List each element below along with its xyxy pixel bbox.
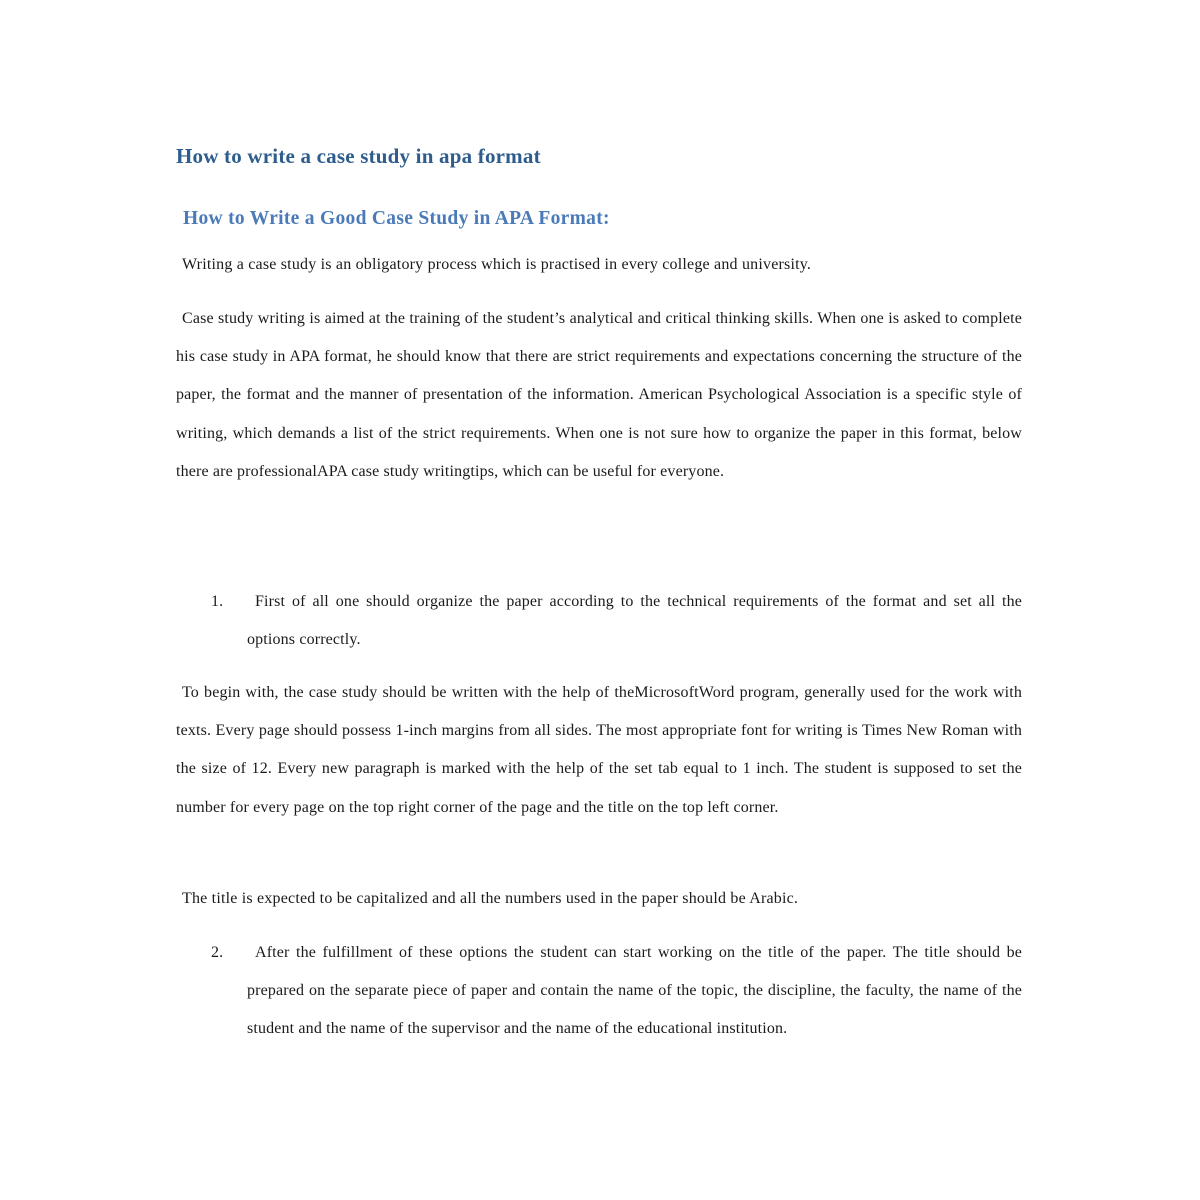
list-item-1: [211, 583, 1022, 659]
list-item-text: First of all one should organize the paper according to the technical requirements of the format and set all the options correctly.: [247, 593, 1022, 649]
paragraph-technical-setup: To begin with, the case study should be written with the help of theMicrosoftWord program, generally used for the work with texts. Every page should possess 1-inch margins from all sides. The most appropriate font for writing is Times New Roman with the size of 12. Every new paragraph is marked with the help of the set tab equal to 1 inch. The student is supposed to set the number for every page on the top right corner of the page and the title on the top left corner.: [176, 684, 1022, 816]
list-item-text: After the fulfillment of these options the student can start working on the title of the paper. The title should be prepared on the separate piece of paper and contain the name of the topic, the discipline, the faculty, the name of the student and the name of the supervisor and the name of the educational institution.: [247, 944, 1022, 1038]
intro-paragraph: Writing a case study is an obligatory process which is practised in every college and university.: [182, 256, 812, 273]
paragraph-title-capitalization: The title is expected to be capitalized and all the numbers used in the paper should be Arabic.: [182, 890, 799, 907]
document-title: How to write a case study in apa format: [176, 144, 541, 168]
list-item-2: [211, 934, 1022, 1049]
list-number: 1.: [211, 593, 224, 610]
list-number: 2.: [211, 944, 224, 961]
document-subtitle: How to Write a Good Case Study in APA Format:: [183, 208, 610, 229]
paragraph-case-study-writing: Case study writing is aimed at the training of the student’s analytical and critical thinking skills. When one is asked to complete his case study in APA format, he should know that there are strict requirements and expectations concerning the structure of the paper, the format and the manner of presentation of the information. American Psychological Association is a specific style of writing, which demands a list of the strict requirements. When one is not sure how to organize the paper in this format, below there are professionalAPA case study writingtips, which can be useful for everyone.: [176, 310, 1022, 480]
